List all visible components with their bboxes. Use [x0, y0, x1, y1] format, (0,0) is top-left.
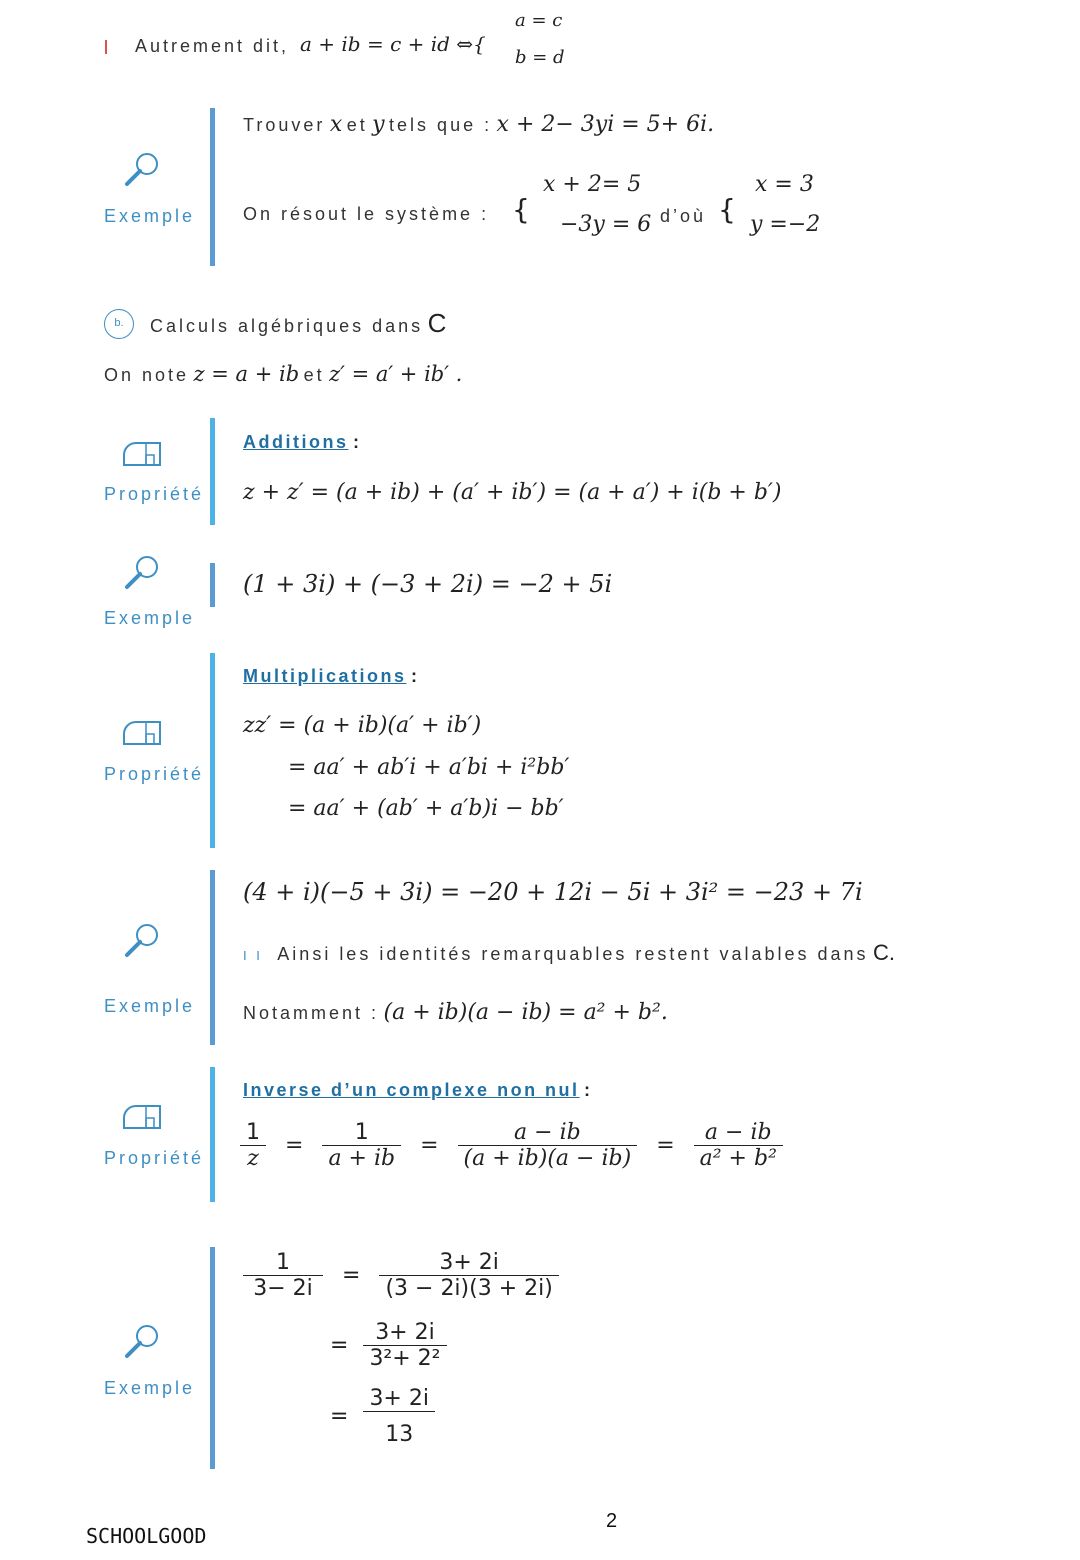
- note-et: et: [303, 365, 325, 385]
- example-label: Exemple: [104, 1378, 196, 1398]
- ex4-eq3: =: [330, 1404, 349, 1429]
- ex3-notamment: Notamment :: [243, 1003, 380, 1023]
- ex1-tels: tels que :: [389, 115, 493, 135]
- ex1-var-y: y: [372, 112, 385, 137]
- ex3-marker: I I: [243, 948, 263, 963]
- prop3-frac4: $\frac{a - ib}{\text{a² + b²}}$: [694, 1120, 783, 1171]
- note-z: z = a + ib: [193, 362, 300, 386]
- magnifier-icon: [122, 921, 162, 961]
- page-number: 2: [606, 1510, 618, 1532]
- ex1-trouver: Trouver: [243, 115, 326, 135]
- ex4-rhs1-frac: $\frac{3+ 2i}{(3 - 2i)(3 + 2i)}$: [379, 1250, 558, 1301]
- example-label: Exemple: [104, 206, 196, 226]
- prop1-heading: Additions: [243, 432, 349, 452]
- example-bar: [210, 108, 215, 266]
- ex3-notamment-eq: (a + ib)(a − ib) = a² + b².: [383, 1000, 668, 1025]
- ex4-eq1: =: [342, 1263, 361, 1288]
- ex1-dou: d’où: [660, 206, 707, 226]
- golden-ratio-icon: [122, 441, 162, 467]
- example-label: Exemple: [104, 996, 196, 1016]
- ex1-equation: x + 2− 3yi = 5+ 6i.: [496, 112, 715, 137]
- ex4-rhs3-frac: $\frac{3+ 2i}{13}$: [363, 1386, 435, 1447]
- property-label: Propriété: [104, 484, 205, 504]
- prop3-heading-line: [243, 1080, 590, 1101]
- ex1-brace-b: {: [718, 193, 736, 226]
- prop3-frac3: $\frac{a - ib}{(a + ib)(a - ib)}$: [458, 1120, 638, 1171]
- prop3-colon: :: [584, 1080, 591, 1100]
- top-system-line2: b = d: [515, 47, 565, 68]
- section-badge-text: b.: [114, 317, 124, 329]
- top-marker: [105, 40, 107, 54]
- example-bar: [210, 563, 215, 607]
- property-label: Propriété: [104, 1148, 205, 1168]
- ex4-row3: [330, 1386, 435, 1447]
- ex1-sysB1: x = 3: [755, 172, 814, 197]
- note-text: On note: [104, 365, 190, 385]
- prop3-frac2: $\frac{1}{a + ib}$: [322, 1120, 401, 1171]
- ex1-line1: [243, 112, 714, 137]
- prop3-heading: Inverse d’un complexe non nul: [243, 1080, 580, 1100]
- top-system-line1: a = c: [515, 10, 563, 31]
- prop2-colon: :: [410, 666, 417, 686]
- prop1-formula: z + z′ = (a + ib) + (a′ + ib′) = (a + a′) + i(b + b′): [243, 480, 782, 505]
- ex3-note-line: [243, 940, 895, 966]
- section-title-text: Calculs algébriques dans: [150, 316, 424, 336]
- example-label: Exemple: [104, 608, 196, 628]
- section-title-set: C: [427, 308, 447, 338]
- example-bar: [210, 870, 215, 1045]
- prop3-formula: [240, 1120, 783, 1171]
- section-badge: [104, 309, 134, 339]
- magnifier-icon: [122, 1322, 162, 1362]
- magnifier-icon: [122, 150, 162, 190]
- ex1-var-x: x: [329, 112, 343, 137]
- ex4-eq2: =: [330, 1333, 349, 1358]
- property-bar: [210, 1067, 215, 1202]
- ex1-sysA1: x + 2= 5: [543, 172, 642, 197]
- golden-ratio-icon: [122, 720, 162, 746]
- prop1-colon: :: [352, 432, 359, 452]
- magnifier-icon: [122, 553, 162, 593]
- ex1-line2: On résout le système :: [243, 204, 490, 224]
- property-bar: [210, 653, 215, 848]
- prop2-line2: = aa′ + ab′i + a′bi + i²bb′: [288, 755, 570, 780]
- ex1-brace-a: {: [512, 193, 530, 226]
- ex1-sysA2: −3y = 6: [560, 212, 652, 237]
- prop2-line1: zz′ = (a + ib)(a′ + ib′): [243, 713, 482, 738]
- ex3-notamment-line: [243, 1000, 668, 1025]
- prop3-eq2: =: [420, 1133, 439, 1158]
- prop3-eq1: =: [285, 1133, 304, 1158]
- prop2-heading-line: [243, 666, 417, 687]
- ex4-rhs2-frac: $\frac{3+ 2i}{\text{3²+ 2²}}$: [363, 1320, 446, 1371]
- note-zp: z′ = a′ + ib′ .: [329, 362, 463, 386]
- ex4-lhs-frac: $\frac{1}{3- 2i}$: [243, 1250, 323, 1301]
- footer-brand: SCHOOLGOOD: [86, 1524, 207, 1548]
- ex1-sysB2: y =−2: [750, 212, 821, 237]
- section-title: [150, 308, 446, 339]
- ex3-note: Ainsi les identités remarquables restent valables dans: [277, 944, 869, 964]
- example-bar: [210, 1247, 215, 1469]
- section-note: [104, 362, 462, 386]
- prop3-frac1: $\frac{1}{z}$: [240, 1120, 266, 1171]
- prop3-eq3: =: [656, 1133, 675, 1158]
- top-equation: a + ib = c + id ⇔{: [300, 32, 486, 56]
- ex3-formula: (4 + i)(−5 + 3i) = −20 + 12i − 5i + 3i² = −23 + 7i: [243, 878, 863, 906]
- prop2-line3: = aa′ + (ab′ + a′b)i − bb′: [288, 796, 564, 821]
- ex1-et: et: [346, 115, 368, 135]
- property-label: Propriété: [104, 764, 205, 784]
- ex4-row2: [330, 1320, 447, 1371]
- ex2-formula: (1 + 3i) + (−3 + 2i) = −2 + 5i: [243, 570, 613, 598]
- prop2-heading: Multiplications: [243, 666, 407, 686]
- prop1-heading-line: [243, 432, 359, 453]
- property-bar: [210, 418, 215, 525]
- golden-ratio-icon: [122, 1104, 162, 1130]
- ex4-row1: [243, 1250, 559, 1301]
- top-text: Autrement dit,: [135, 36, 290, 56]
- ex3-note-set: C.: [872, 940, 895, 965]
